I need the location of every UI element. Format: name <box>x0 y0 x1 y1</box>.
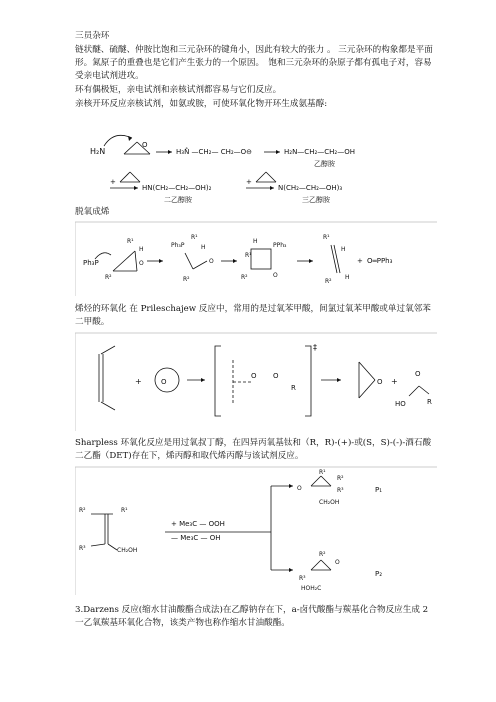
svg-text:R²: R² <box>241 274 248 281</box>
svg-text:O: O <box>273 272 278 279</box>
product-p1: P₁ <box>375 486 383 494</box>
reagent-alcohol: — Me₃C — OH <box>171 534 221 542</box>
svg-text:O: O <box>335 559 340 566</box>
svg-text:R²: R² <box>79 507 86 514</box>
svg-text:R³: R³ <box>79 545 86 552</box>
svg-text:PPh₃: PPh₃ <box>273 242 287 249</box>
svg-text:R²: R² <box>319 551 326 558</box>
epoxide-o: O <box>142 141 148 149</box>
svg-text:R²: R² <box>325 278 332 285</box>
intro-paragraph: 链状醚、硫醚、仲胺比饱和三元杂环的键角小，因此有较大的张力 。 三元杂环的构象都是平面形。氮原子的重叠也是它们产生张力的一个原因。 饱和三元杂环的杂原子都有孤电子对，容易受亲电试剂进攻。 <box>75 45 433 82</box>
svg-text:H: H <box>201 244 206 251</box>
svg-text:O: O <box>273 372 279 380</box>
svg-text:O: O <box>377 378 383 386</box>
svg-text:O: O <box>297 485 302 492</box>
svg-text:R¹: R¹ <box>121 507 128 514</box>
ethanolamine-name: 乙醇胺 <box>314 160 335 168</box>
phosphine-oxide: O═PPh₃ <box>367 257 393 265</box>
svg-text:H: H <box>253 238 258 245</box>
svg-text:R: R <box>427 398 432 406</box>
svg-text:O: O <box>251 372 257 380</box>
svg-text:Ph₃P: Ph₃P <box>171 242 185 249</box>
prileschajew-paragraph: 烯烃的环氧化 在 Prileschajew 反应中，常用的是过氧苯甲酸，间氯过氧苯甲酸或单过氧邻苯二甲酸。 <box>75 304 431 328</box>
deoxygenation-scheme <box>75 221 437 297</box>
svg-text:R: R <box>291 384 296 392</box>
reagent-hydroperoxide: + Me₃C — OOH <box>171 520 225 528</box>
svg-text:HO: HO <box>395 400 406 408</box>
dipole-paragraph: 环有偶极矩，亲电试剂和亲核试剂都容易与它们反应。 <box>75 85 282 95</box>
svg-text:+: + <box>357 257 363 265</box>
h2n-label: H₂N <box>90 147 106 156</box>
svg-text:Ph₃P: Ph₃P <box>83 259 99 267</box>
svg-text:R³: R³ <box>337 487 344 494</box>
zwitterion-intermediate: H₃N̊ —CH₂— CH₂—O⊖ <box>176 148 253 156</box>
svg-text:H: H <box>345 274 350 281</box>
triethanolamine-name: 三乙醇胺 <box>302 196 330 204</box>
allylic-ch2oh: CH₂OH <box>117 547 138 554</box>
svg-text:R¹: R¹ <box>323 234 330 241</box>
svg-text:R³: R³ <box>299 575 306 582</box>
svg-text:H: H <box>139 246 144 253</box>
svg-text:O: O <box>161 378 167 386</box>
svg-text:+: + <box>246 178 252 186</box>
svg-text:+: + <box>110 178 116 186</box>
svg-text:R²: R² <box>337 475 344 482</box>
product-p2: P₂ <box>375 570 383 578</box>
deoxygenation-heading: 脱氧成烯 <box>75 207 110 217</box>
svg-text:R¹: R¹ <box>245 252 252 259</box>
svg-text:O: O <box>209 258 214 265</box>
svg-text:R¹: R¹ <box>127 238 134 245</box>
diethanolamine-name: 二乙醇胺 <box>164 196 192 204</box>
triethanolamine-formula: N(CH₂—CH₂—OH)₃ <box>278 184 343 192</box>
diethanolamine-formula: HN(CH₂—CH₂—OH)₂ <box>142 184 212 192</box>
svg-text:O: O <box>415 370 421 378</box>
sharpless-scheme <box>75 466 437 596</box>
svg-text:R¹: R¹ <box>191 234 198 241</box>
svg-text:H: H <box>341 246 346 253</box>
sharpless-paragraph: Sharpless 环氧化反应是用过氧叔丁醇，在四异丙氧基钛和（R，R)-(+)-或(S，S)-(-)-酒石酸二乙酯（DET)存在下，烯丙醇和取代烯丙醇与该试剂反应。 <box>75 438 432 462</box>
ring-opening-scheme <box>88 112 388 204</box>
section-title: 三员杂环 <box>75 31 110 41</box>
svg-text:R²: R² <box>183 276 190 283</box>
svg-text:R¹: R¹ <box>319 469 326 476</box>
svg-text:+: + <box>391 377 398 386</box>
svg-text:‡: ‡ <box>313 343 317 352</box>
ethanolamine-formula: H₂N—CH₂—CH₂—OH <box>284 148 355 156</box>
p2-hoh2c: HOH₂C <box>301 585 322 592</box>
svg-text:R²: R² <box>105 274 112 281</box>
epoxidation-scheme <box>75 332 437 432</box>
curved-arrow <box>104 135 132 146</box>
darzens-paragraph: 3.Darzens 反应(缩水甘油酸酯合成法)在乙醇钠存在下，a-卤代酸酯与羰基化合物反应生成 2 一乙氧羰基环氧化合物，该类产物也称作缩水甘油酸酯。 <box>75 605 429 629</box>
svg-text:O: O <box>139 260 144 267</box>
nucleophile-paragraph: 亲核开环反应亲核试剂，如氨或胺，可使环氧化物开环生成氨基醇: <box>75 99 328 109</box>
svg-text:+: + <box>135 377 142 386</box>
p1-ch2oh: CH₂OH <box>319 499 340 506</box>
